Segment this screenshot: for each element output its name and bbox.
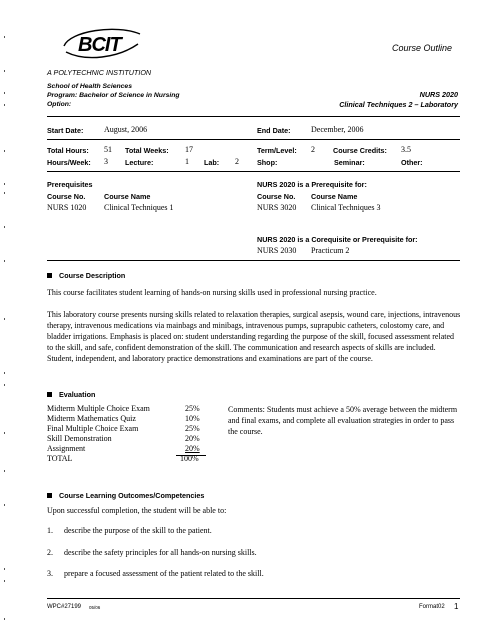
prereq-col-course-name: Course Name [104, 192, 151, 201]
eval-item-value: 20% [185, 444, 200, 453]
evaluation-heading: Evaluation [59, 390, 96, 399]
prereq-for-col-course-no: Course No. [257, 192, 296, 201]
course-title: Clinical Techniques 2 – Laboratory [339, 100, 458, 109]
end-date-value: December, 2006 [311, 125, 364, 134]
eval-item-value: 20% [185, 434, 200, 443]
header-divider [47, 116, 460, 117]
prereq-course-name: Clinical Techniques 1 [104, 203, 174, 212]
prereq-for-course-no: NURS 3020 [257, 203, 297, 212]
eval-item-value: 10% [185, 414, 200, 423]
outcome-text: describe the safety principles for all hands-on nursing skills. [64, 548, 257, 557]
description-heading: Course Description [59, 271, 126, 280]
info-divider [47, 139, 460, 140]
description-paragraph-2: This laboratory course presents nursing skills related to relaxation therapies, surgical asepsis, wound care, injections, intravenous therapy, intravenous medications via mainbags and minibags, intravenous pumps, suprapubic catheters, colostomy care, and bladder irrigations. Emphasis is placed on: student understanding regarding the purpose of the skill, focused assessment related to the skill, and safe, confident demonstration of the skill. The communication and research aspects of skills are included. Student, independent, and laboratory practice demonstrations and examinations are part of the course. [47, 310, 461, 363]
end-date-label: End Date: [257, 126, 291, 135]
total-weeks-label: Total Weeks: [125, 146, 169, 155]
total-weeks-value: 17 [185, 145, 193, 154]
course-credits-value: 3.5 [401, 145, 411, 154]
course-credits-label: Course Credits: [333, 146, 387, 155]
wpc-number: WPC#27199 [47, 604, 82, 610]
evaluation-comments: Comments: Students must achieve a 50% average between the midterm and final exams, and complete all evaluation strategies in order to pass the course. [228, 405, 458, 436]
evaluation-bullet-icon [47, 392, 52, 397]
term-level-value: 2 [311, 145, 315, 154]
description-paragraph-1: This course facilitates student learning of hands-on nursing skills used in professional nursing practice. [47, 288, 377, 297]
footer-divider [47, 598, 460, 599]
outcome-text: describe the purpose of the skill to the patient. [64, 526, 212, 535]
lab-value: 2 [235, 157, 239, 166]
option-label: Option: [47, 101, 72, 108]
prerequisite-for-title: NURS 2020 is a Prerequisite for: [257, 180, 367, 189]
logo-text: BCIT [78, 34, 121, 56]
coreq-course-no: NURS 2030 [257, 246, 297, 255]
bcit-logo [56, 26, 148, 64]
page-number: 1 [454, 602, 459, 611]
lecture-value: 1 [185, 157, 189, 166]
outcome-number: 2. [47, 548, 53, 557]
eval-item-name: Skill Demonstration [47, 434, 112, 443]
eval-item-name: Final Multiple Choice Exam [47, 424, 139, 433]
eval-item-value: 25% [185, 404, 200, 413]
seminar-label: Seminar: [334, 158, 365, 167]
eval-item-name: Assignment [47, 444, 86, 453]
total-hours-label: Total Hours: [47, 146, 89, 155]
eval-total-name: TOTAL [47, 454, 73, 463]
prereq-divider [47, 260, 460, 261]
program-name: Program: Bachelor of Science in Nursing [47, 92, 180, 99]
lab-label: Lab: [204, 158, 220, 167]
institution-tagline: A POLYTECHNIC INSTITUTION [47, 68, 152, 77]
wpc-date: 05/06 [89, 605, 101, 610]
outcome-number: 1. [47, 526, 53, 535]
outcome-text: prepare a focused assessment of the patient related to the skill. [64, 569, 264, 578]
shop-label: Shop: [257, 158, 278, 167]
school-name: School of Health Sciences [47, 83, 132, 90]
format-label: Format02 [419, 604, 445, 610]
term-level-label: Term/Level: [257, 146, 297, 155]
lecture-label: Lecture: [125, 158, 154, 167]
prerequisites-title: Prerequisites [47, 180, 93, 189]
prereq-for-course-name: Clinical Techniques 3 [311, 203, 381, 212]
start-date-value: August, 2006 [104, 125, 148, 134]
outcomes-intro: Upon successful completion, the student will be able to: [47, 506, 227, 515]
document-type: Course Outline [392, 43, 453, 53]
eval-item-name: Midterm Mathematics Quiz [47, 414, 136, 423]
corequisite-title: NURS 2020 is a Corequisite or Prerequisite for: [257, 235, 418, 244]
eval-total-value: 100% [180, 454, 199, 463]
start-date-label: Start Date: [47, 126, 84, 135]
total-hours-value: 51 [104, 145, 112, 154]
hours-week-label: Hours/Week: [47, 158, 91, 167]
outcome-number: 3. [47, 569, 53, 578]
coreq-course-name: Practicum 2 [311, 246, 350, 255]
eval-item-name: Midterm Multiple Choice Exam [47, 404, 150, 413]
eval-item-value: 25% [185, 424, 200, 433]
prereq-col-course-no: Course No. [47, 192, 86, 201]
other-label: Other: [401, 158, 423, 167]
prereq-for-col-course-name: Course Name [311, 192, 358, 201]
description-bullet-icon [47, 273, 52, 278]
eval-total-rule [176, 455, 206, 456]
course-code: NURS 2020 [419, 90, 458, 99]
outcomes-heading: Course Learning Outcomes/Competencies [59, 491, 205, 500]
prereq-course-no: NURS 1020 [47, 203, 87, 212]
hours-week-value: 3 [104, 157, 108, 166]
outcomes-bullet-icon [47, 493, 52, 498]
info-bottom-divider [47, 171, 460, 172]
